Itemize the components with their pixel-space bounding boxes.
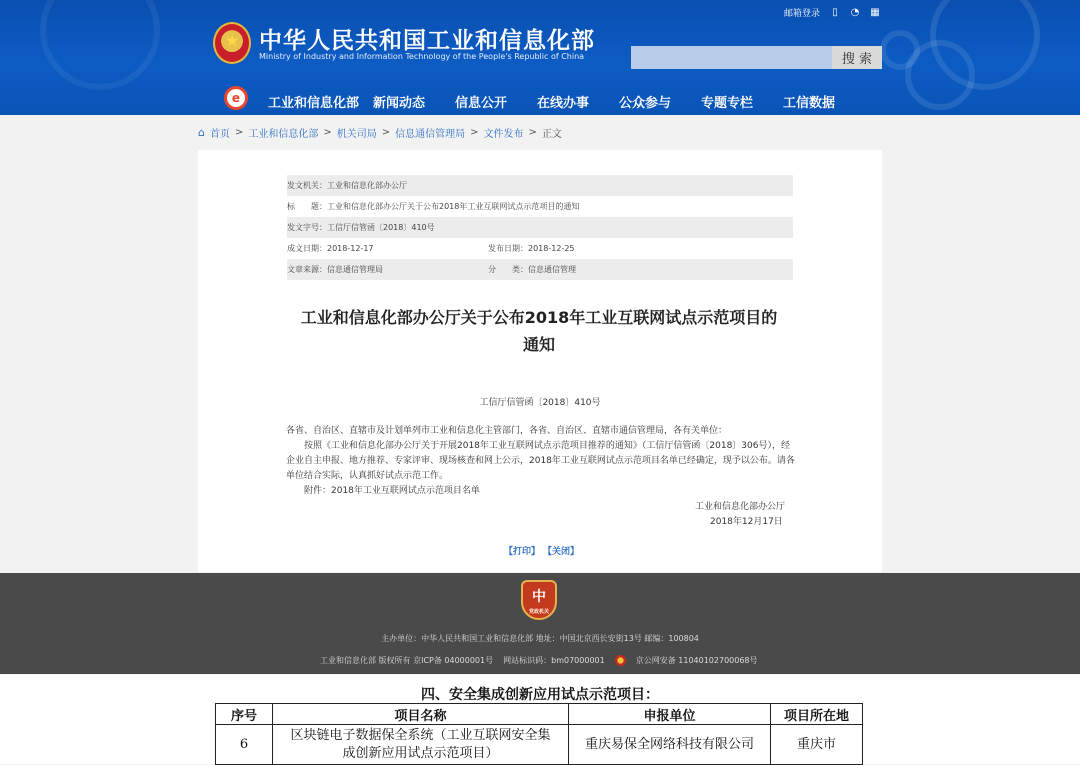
nav-item-news[interactable]: 新闻动态 [373,96,426,111]
mobile-icon[interactable]: ▯ [832,7,838,18]
footer-records [320,655,758,666]
column-header: 项目名称 [273,704,569,725]
article-card [198,150,882,572]
column-header: 序号 [216,704,273,725]
meta-value: 工业和信息化部办公厅关于公布2018年工业互联网试点示范项目的通知 [327,202,580,211]
meta-published [488,238,575,259]
article-title [284,304,794,358]
meta-category [488,259,576,280]
footer-site-id: 网站标识码：bm07000001 [503,656,605,665]
nav-item-public-participation[interactable]: 公众参与 [619,96,672,111]
breadcrumb-telecom-bureau[interactable]: 信息通信管理局 [395,129,466,140]
body-paragraph: 按照《工业和信息化部办公厅关于开展2018年工业互联网试点示范项目推荐的通知》（工信厅信管函〔2018〕306号），经企业自主申报、地方推荐、专家评审、现场核查和网上公示，2018年工业互联网试点示范项目名单已经确定，现予以公布。请各单位结合实际，认真抓好试点示范工作。 [286,441,795,481]
section-heading: 四、安全集成创新应用试点示范项目： [421,687,659,703]
meta-label: 分 类： [488,265,528,274]
search-input[interactable] [631,46,832,69]
badge-text: 中 [532,589,546,605]
footer-police-record[interactable]: 京公网安备 11040102700068号 [635,656,758,665]
attachment-line[interactable]: 附件：2018年工业互联网试点示范项目名单 [304,486,480,496]
meta-label: 发文机关： [287,181,327,190]
search-button[interactable]: 搜 索 [832,46,882,69]
signature-date: 2018年12月17日 [710,517,783,527]
top-links [784,6,880,19]
project-section [0,675,1080,764]
print-link[interactable]: 【打印】 [504,547,541,557]
article-title-line: 工业和信息化部办公厅关于公布2018年工业互联网试点示范项目的 [300,308,778,327]
meta-label: 发文字号： [287,223,327,232]
breadcrumb-separator: > [528,127,537,138]
table-row [216,725,863,765]
meta-row-title [287,196,793,217]
breadcrumb-separator: > [470,127,479,138]
meta-label: 发布日期： [488,244,528,253]
site-subtitle: Ministry of Industry and Information Technology of the People's Republic of China [259,52,585,61]
project-name-line: 区块链电子数据保全系统（工业互联网安全集 [290,727,551,743]
meta-value: 2018-12-17 [327,244,374,253]
home-icon: ⌂ [198,126,205,139]
cell-organization: 重庆易保全网络科技有限公司 [569,725,771,765]
signature-organization: 工业和信息化部办公厅 [695,502,786,512]
salutation: 各省、自治区、直辖市及计划单列市工业和信息化主管部门，各省、自治区、直辖市通信管理局，各有关单位： [286,426,728,436]
police-badge-icon [615,655,626,666]
nav-item-online-services[interactable]: 在线办事 [537,96,590,111]
nav-logo-icon[interactable]: e [224,86,248,110]
breadcrumb [198,125,562,140]
party-government-badge[interactable] [521,580,557,620]
breadcrumb-home[interactable]: 首页 [209,129,230,140]
nav-item-info-disclosure[interactable]: 信息公开 [455,96,508,111]
meta-value: 2018-12-25 [528,244,575,253]
site-header [0,0,1080,115]
nav-item-special-topics[interactable]: 专题专栏 [701,96,754,111]
column-header: 项目所在地 [771,704,863,725]
grid-icon[interactable]: ▦ [870,7,880,18]
cell-number: 6 [216,725,273,765]
meta-value: 信息通信管理局 [327,265,383,274]
meta-row-dates [287,238,793,259]
meta-row-source [287,259,793,280]
site-title[interactable]: 中华人民共和国工业和信息化部 [259,28,595,54]
rss-icon[interactable]: ◔ [850,7,860,18]
project-table [215,703,863,765]
site-footer [0,573,1080,674]
project-name-line: 成创新应用试点示范项目） [342,745,499,761]
breadcrumb-current: 正文 [541,129,562,140]
table-header-row [216,704,863,725]
meta-value: 信息通信管理 [528,265,576,274]
column-header: 申报单位 [569,704,771,725]
gear-decoration [880,30,920,70]
meta-label: 文章来源： [287,265,327,274]
footer-host-info: 主办单位：中华人民共和国工业和信息化部 地址：中国北京西长安街13号 邮编：100804 [381,634,699,643]
national-emblem-logo[interactable] [213,22,251,64]
article-title-line: 通知 [522,335,555,354]
breadcrumb-departments[interactable]: 机关司局 [336,129,377,140]
meta-value: 工业和信息化部办公厅 [327,181,407,190]
breadcrumb-ministry[interactable]: 工业和信息化部 [248,129,319,140]
close-link[interactable]: 【关闭】 [543,547,580,557]
mail-login-link[interactable]: 邮箱登录 [784,9,821,19]
cell-project-name [273,725,569,765]
meta-label: 成文日期： [287,244,327,253]
breadcrumb-separator: > [234,127,244,138]
document-number: 工信厅信管函〔2018〕410号 [479,398,601,408]
main-nav [268,92,835,111]
badge-caption: 党政机关 [528,609,549,615]
footer-copyright[interactable]: 工业和信息化部 版权所有 京ICP备 04000001号 [320,656,494,665]
meta-row-issuer [287,175,793,196]
breadcrumb-documents[interactable]: 文件发布 [483,129,524,140]
pattern-decoration [40,0,160,90]
article-body [286,424,796,499]
meta-value: 工信厅信管函〔2018〕410号 [327,223,435,232]
breadcrumb-separator: > [323,127,332,138]
meta-row-doc-number [287,217,793,238]
cell-location: 重庆市 [771,725,863,765]
nav-item-data[interactable]: 工信数据 [783,96,836,111]
nav-item-ministry[interactable]: 工业和信息化部 [268,96,360,111]
meta-label: 标 题： [287,202,327,211]
breadcrumb-separator: > [381,127,391,138]
